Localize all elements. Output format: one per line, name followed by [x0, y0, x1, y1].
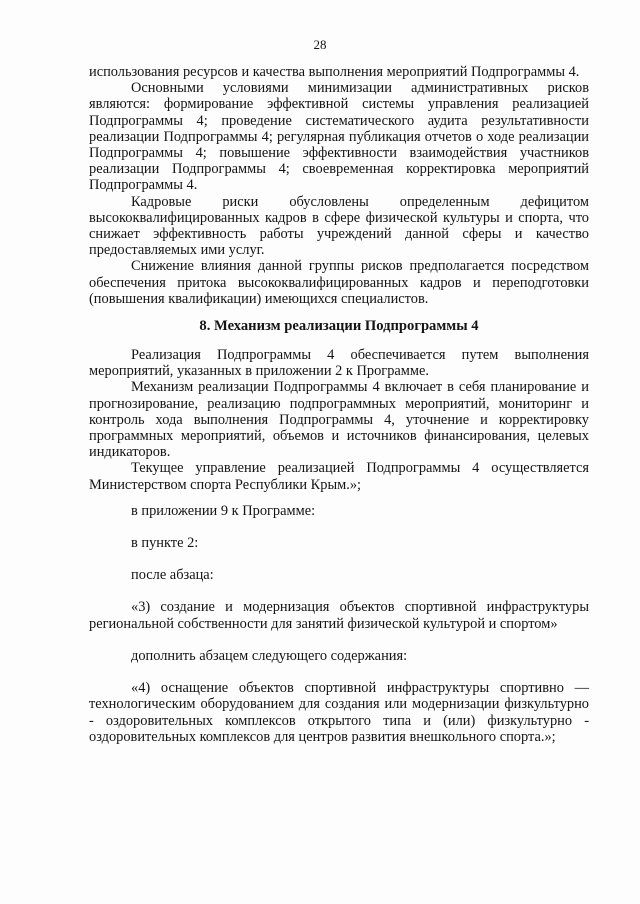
- quoted-paragraph-4: «4) оснащение объектов спортивной инфраструктуры спортивно — технологическим оборудованием для создания или модернизации физкультурно - оздоровительных комплексов открытого типа и (или) физкультурно - оздоровительных комплексов для центров развития внешкольного спорта.»;: [89, 680, 589, 745]
- paragraph-risk-reduction: Снижение влияния данной группы рисков предполагается посредством обеспечения притока высококвалифицированных кадров и переподготовки (повышения квалификации) имеющихся специалистов.: [89, 258, 589, 307]
- amendment-appendix-line: в приложении 9 к Программе:: [131, 502, 316, 519]
- page-number: 28: [313, 37, 327, 52]
- paragraph-personnel-risks: Кадровые риски обусловлены определенным дефицитом высококвалифицированных кадров в сфере физической культуры и спорта, что снижает эффективность работы учреждений данной сферы и качество предоставляемых ими услуг.: [89, 193, 589, 259]
- section-heading: 8. Механизм реализации Подпрограммы 4: [199, 318, 479, 335]
- amendment-point-line: в пункте 2:: [131, 535, 199, 552]
- paragraph-implementation: Реализация Подпрограммы 4 обеспечивается путем выполнения мероприятий, указанных в приложении 2 к Программе.: [89, 347, 589, 380]
- quoted-paragraph-3: «3) создание и модернизация объектов спортивной инфраструктуры региональной собственности для занятий физической культурой и спортом»: [89, 599, 589, 632]
- paragraph-mechanism: Механизм реализации Подпрограммы 4 включает в себя планирование и прогнозирование, реализацию подпрограммных мероприятий, мониторинг и контроль хода выполнения Подпрограммы 4, уточнение и корректировку программных мероприятий, объемов и источников финансирования, целевых индикаторов.: [89, 379, 589, 461]
- amendment-after-paragraph-line: после абзаца:: [131, 567, 214, 584]
- amendment-supplement-line: дополнить абзацем следующего содержания:: [131, 647, 408, 664]
- paragraph-administrative-risks: Основными условиями минимизации административных рисков являются: формирование эффективной системы управления реализацией Подпрограммы 4; проведение систематического аудита результативности реализации Подпрограммы 4; регулярная публикация отчетов о ходе реализации Подпрограммы 4; повышение эффективности взаимодействия участников реализации Подпрограммы 4; своевременная корректировка мероприятий Подпрограммы 4.: [89, 80, 589, 194]
- paragraph-current-management: Текущее управление реализацией Подпрограммы 4 осуществляется Министерством спорта Республики Крым.»;: [89, 460, 589, 493]
- paragraph-continuation: использования ресурсов и качества выполнения мероприятий Подпрограммы 4.: [89, 64, 580, 80]
- document-body: [89, 64, 589, 745]
